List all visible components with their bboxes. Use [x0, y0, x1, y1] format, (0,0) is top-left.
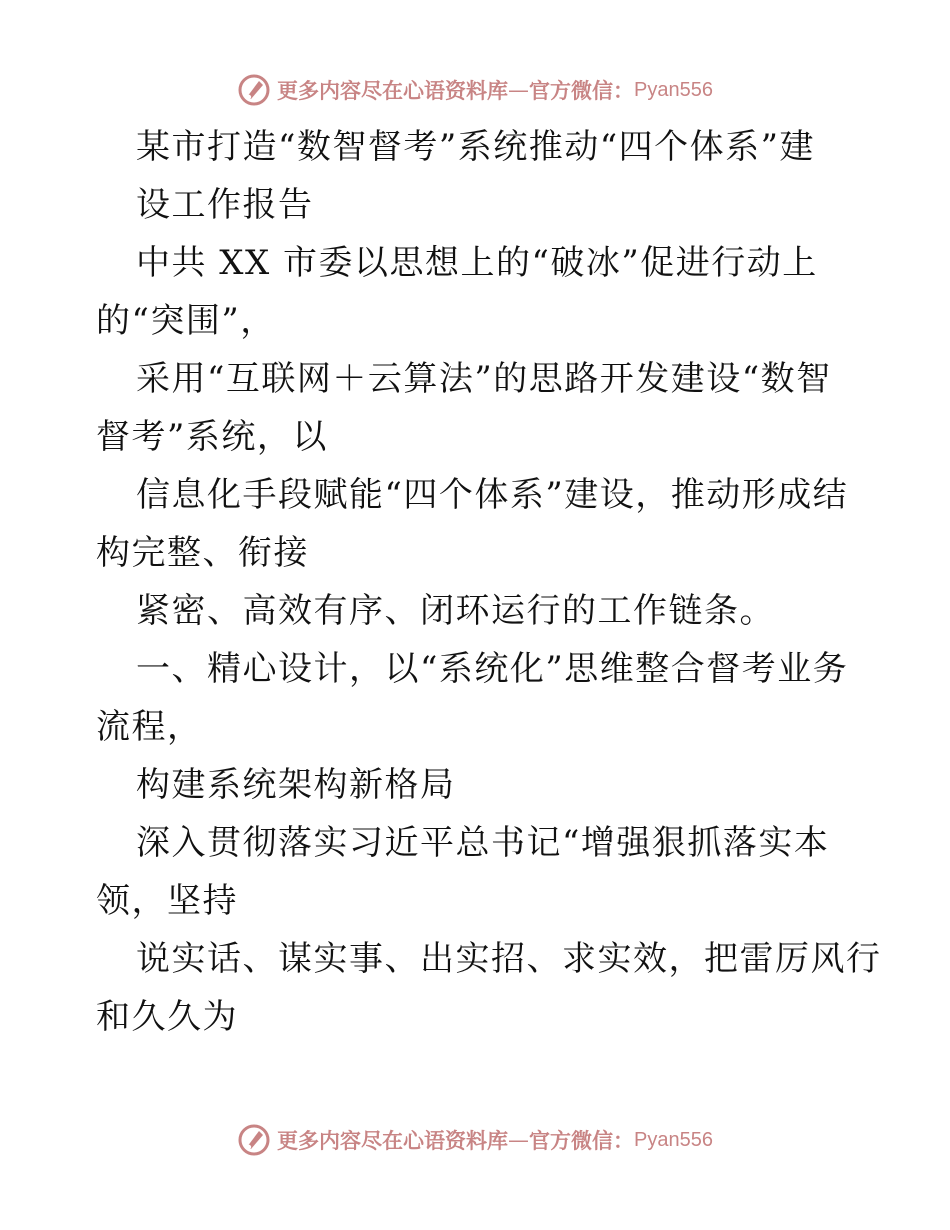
text-line: 设工作报告	[136, 185, 314, 225]
text-line: 构完整、衔接	[96, 533, 309, 573]
text-line: 中共 XX 市委以思想上的“破冰”促进行动上	[136, 243, 818, 283]
header-watermark	[0, 70, 950, 110]
text-line: 说实话、谋实事、出实招、求实效，把雷厉风行	[136, 939, 882, 979]
text-line: 采用“互联网＋云算法”的思路开发建设“数智	[136, 359, 832, 399]
text-line: 构建系统架构新格局	[136, 765, 456, 805]
watermark-separator: —	[508, 78, 530, 102]
watermark-official-label: 官方微信：	[529, 78, 635, 103]
text-line: 一、精心设计，以“系统化”思维整合督考业务	[136, 649, 849, 689]
footer-watermark	[0, 1120, 950, 1160]
text-line: 领，坚持	[96, 881, 238, 921]
text-line: 督考”系统，以	[96, 417, 328, 457]
watermark-text: 更多内容尽在心语资料库	[277, 1128, 509, 1153]
watermark-separator: —	[508, 1128, 530, 1152]
watermark-handle: Pyan556	[634, 78, 713, 101]
text-line: 某市打造“数智督考”系统推动“四个体系”建	[136, 127, 816, 167]
watermark-official-label: 官方微信：	[529, 1128, 635, 1153]
text-line: 流程，	[96, 707, 203, 747]
text-line: 的“突围”，	[96, 301, 276, 341]
watermark-handle: Pyan556	[634, 1128, 713, 1151]
pen-nib-logo-icon	[237, 1123, 271, 1157]
text-line: 和久久为	[96, 997, 238, 1037]
pen-nib-logo-icon	[237, 73, 271, 107]
text-line: 信息化手段赋能“四个体系”建设，推动形成结	[136, 475, 849, 515]
text-line: 紧密、高效有序、闭环运行的工作链条。	[136, 591, 775, 631]
text-line: 深入贯彻落实习近平总书记“增强狠抓落实本	[136, 823, 830, 863]
watermark-text: 更多内容尽在心语资料库	[277, 78, 509, 103]
